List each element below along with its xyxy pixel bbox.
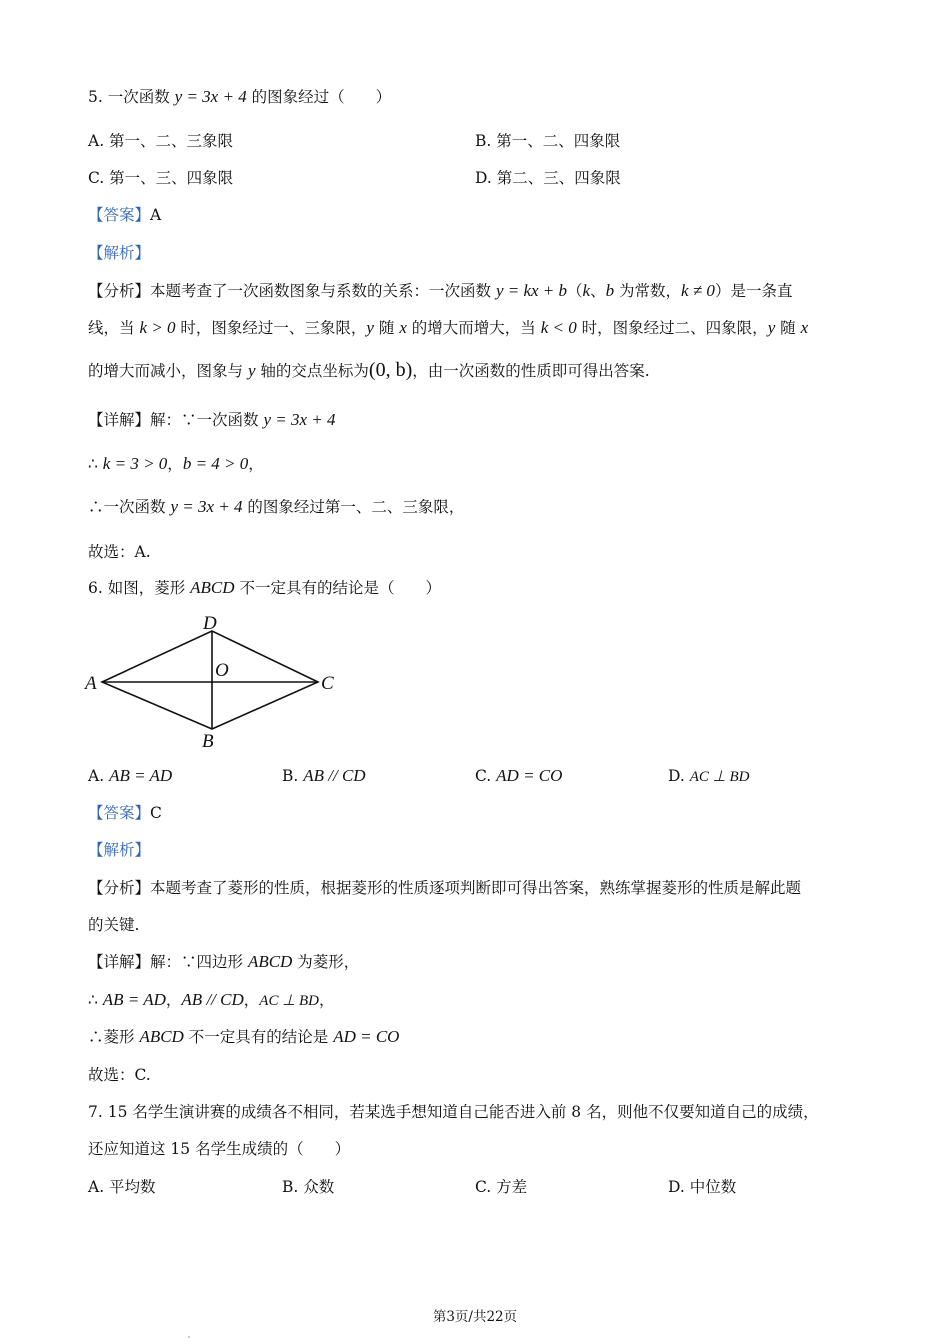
formula: y = 3x + 4 <box>170 497 243 516</box>
q7-option-c: C. 方差 <box>475 1178 528 1196</box>
text: 6. 如图，菱形 <box>88 579 191 597</box>
formula: ABCD <box>190 578 235 597</box>
q6-answer-tag: 【答案】 <box>88 804 151 822</box>
q5-answer <box>88 204 161 226</box>
text: ）是一条直 <box>714 282 793 300</box>
text: 为常数， <box>614 282 682 300</box>
text: 随 <box>373 319 400 337</box>
text: ，由一次函数的性质即可得出答案. <box>412 362 650 380</box>
q7-option-b: B. 众数 <box>282 1178 335 1196</box>
formula: k ≠ 0 <box>681 281 715 300</box>
text: A. <box>88 767 110 785</box>
text: ， <box>248 455 264 473</box>
formula: y <box>247 361 256 380</box>
q5-answer-value: A <box>150 206 162 224</box>
formula: x <box>399 318 407 337</box>
formula: k <box>582 281 591 300</box>
q6-option-b <box>282 765 366 787</box>
formula: (0, b) <box>368 359 413 381</box>
q6-detail-line-2 <box>88 989 335 1012</box>
text: 时，图象经过一、三象限， <box>175 319 367 337</box>
text: B. <box>282 767 304 785</box>
formula: k = 3 > 0 <box>102 454 168 473</box>
q6-detail-line-3 <box>88 1026 399 1048</box>
formula: AC ⊥ BD <box>689 769 750 785</box>
formula: AB // CD <box>181 990 244 1009</box>
text: ， <box>319 991 335 1009</box>
formula: AD = CO <box>333 1027 400 1046</box>
q6-option-c <box>475 765 562 787</box>
text: 为菱形， <box>292 953 360 971</box>
text: 【详解】解：∵四边形 <box>88 953 248 971</box>
formula: y <box>366 318 374 337</box>
label-a: A <box>85 673 97 694</box>
q6-answer <box>88 802 162 824</box>
text: ， <box>167 455 183 473</box>
q5-analysis-tag: 【解析】 <box>88 244 151 262</box>
q6-answer-value: C <box>150 804 162 822</box>
text: 【详解】解：∵一次函数 <box>88 411 264 429</box>
q5-stem-tail: 的图象经过（ ） <box>246 88 392 106</box>
text: ， <box>243 991 260 1009</box>
text: ∴ <box>88 455 103 473</box>
text: 的增大而减小，图象与 <box>88 362 248 380</box>
text: ∴一次函数 <box>88 498 171 516</box>
text: C. <box>475 767 497 785</box>
formula: AD = CO <box>496 766 563 785</box>
q5-option-c: C. 第一、三、四象限 <box>88 169 234 187</box>
q6-analysis-tag: 【解析】 <box>88 841 151 859</box>
formula: AB = AD <box>109 766 173 785</box>
text: D. <box>668 767 690 785</box>
q6-choice: 故选：C. <box>88 1066 151 1084</box>
page-footer: 第3页/共22页 <box>432 1309 518 1325</box>
q5-analysis-line-2 <box>88 317 808 339</box>
formula: AB = AD <box>102 990 166 1009</box>
formula: AC ⊥ BD <box>259 993 320 1009</box>
rhombus-outline <box>102 631 318 729</box>
formula: b <box>605 281 615 300</box>
q7-stem-line-1: 7. 15 名学生演讲赛的成绩各不相同，若某选手想知道自己能否进入前 8 名，则他不仅要知道自己的成绩， <box>88 1103 819 1121</box>
rhombus-figure <box>80 608 350 758</box>
formula: y <box>767 318 776 337</box>
scan-dot <box>188 1336 190 1338</box>
formula: k > 0 <box>139 318 176 337</box>
q5-stem-text: 5. 一次函数 <box>88 88 175 106</box>
text: 的图象经过第一、二、三象限， <box>242 498 465 516</box>
label-d: D <box>203 613 217 634</box>
q5-stem <box>88 86 391 108</box>
q5-detail-line-2 <box>88 453 264 475</box>
text: 的增大而增大，当 <box>406 319 541 337</box>
formula: y = 3x + 4 <box>263 410 336 429</box>
q7-option-d: D. 中位数 <box>668 1178 737 1196</box>
q6-detail-line-1 <box>88 951 359 973</box>
text: 不一定具有的结论是 <box>183 1028 334 1046</box>
q6-option-a <box>88 765 172 787</box>
q7-stem-line-2: 还应知道这 15 名学生成绩的（ ） <box>88 1140 351 1158</box>
text: （ <box>567 282 583 300</box>
text: 、 <box>590 282 606 300</box>
formula: k < 0 <box>540 318 577 337</box>
text: 轴的交点坐标为 <box>255 362 369 380</box>
text: 随 <box>775 319 801 337</box>
q6-analysis-line-1: 【分析】本题考查了菱形的性质，根据菱形的性质逐项判断即可得出答案，熟练掌握菱形的性质是解此题 <box>88 879 802 897</box>
label-c: C <box>321 673 334 694</box>
q5-choice: 故选：A. <box>88 543 151 561</box>
q5-analysis-line-1 <box>88 280 792 302</box>
q6-stem <box>88 577 441 599</box>
q5-detail-line-1 <box>88 409 335 431</box>
q5-option-a: A. 第一、二、三象限 <box>88 132 234 150</box>
formula: ABCD <box>139 1027 184 1046</box>
label-o: O <box>215 660 229 681</box>
q5-analysis-line-3 <box>88 359 650 382</box>
text: ， <box>165 991 182 1009</box>
q5-answer-tag: 【答案】 <box>88 206 151 224</box>
text: 不一定具有的结论是（ ） <box>234 579 441 597</box>
text: 线，当 <box>88 319 140 337</box>
q5-option-b: B. 第一、二、四象限 <box>475 132 621 150</box>
text: 【分析】本题考查了一次函数图象与系数的关系：一次函数 <box>88 282 496 300</box>
formula: x <box>800 318 809 337</box>
text: ∴菱形 <box>88 1028 140 1046</box>
label-b: B <box>202 731 214 752</box>
formula: b = 4 > 0 <box>182 454 249 473</box>
q6-analysis-line-2: 的关键. <box>88 916 140 934</box>
formula: AB // CD <box>303 766 366 785</box>
text: 时，图象经过二、四象限， <box>576 319 768 337</box>
formula: ABCD <box>247 952 293 971</box>
q5-detail-line-3 <box>88 496 464 518</box>
q6-option-d <box>668 765 749 788</box>
q5-stem-formula: y = 3x + 4 <box>174 87 247 106</box>
q7-option-a: A. 平均数 <box>88 1178 156 1196</box>
q5-option-d: D. 第二、三、四象限 <box>475 169 621 187</box>
text: ∴ <box>88 991 103 1009</box>
formula: y = kx + b <box>495 281 568 300</box>
